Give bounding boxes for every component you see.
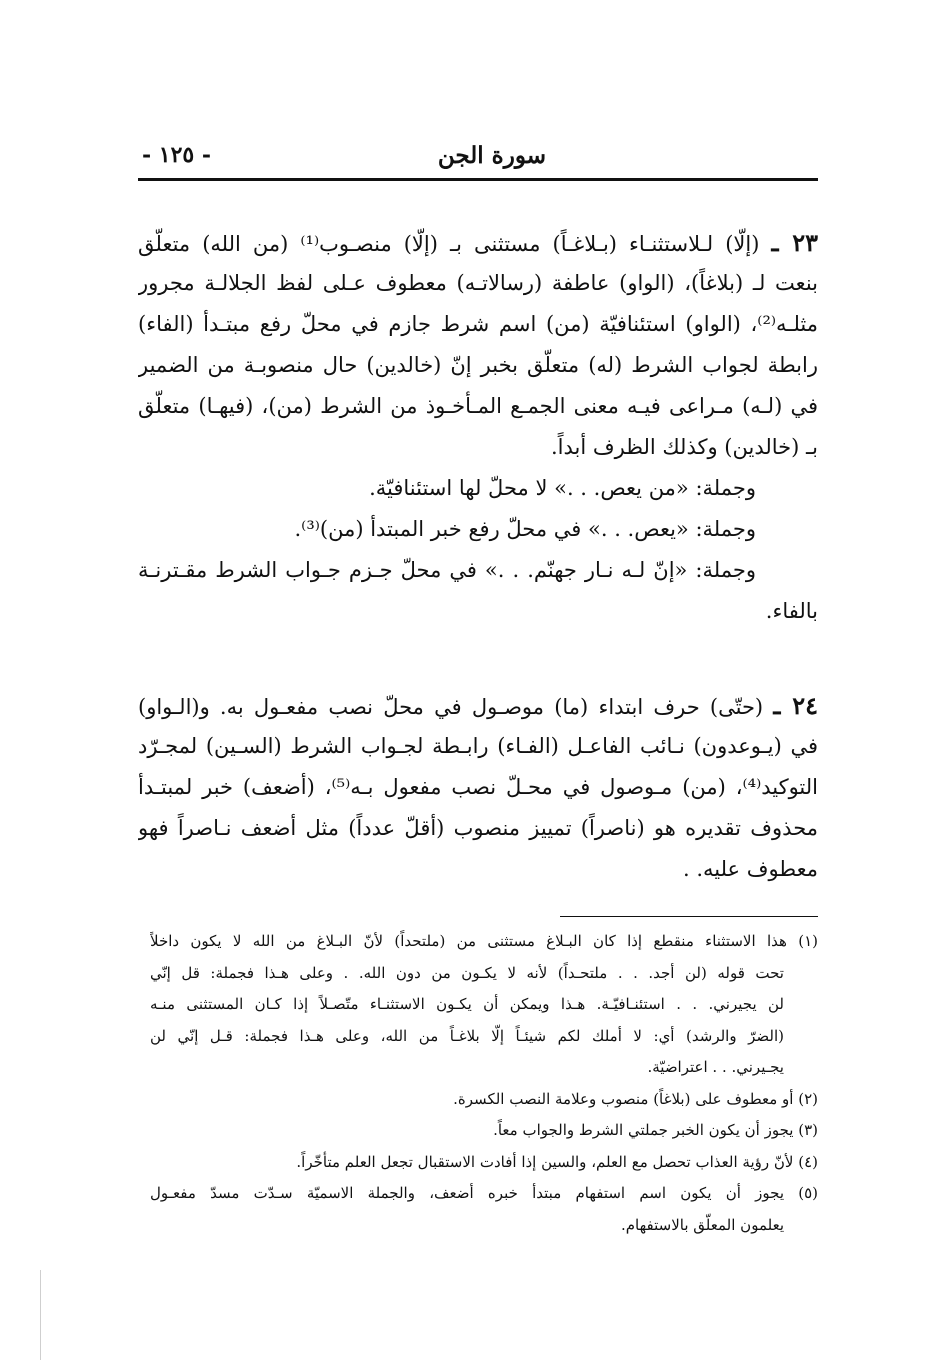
page-header <box>138 142 818 178</box>
header-divider <box>138 178 818 181</box>
paragraph-line: بـ (خالدين) وكذلك الظرف أبداً. <box>550 435 818 459</box>
footnotes <box>150 926 818 1241</box>
sentence-line: وجملة: «إنّ لـه نـار جهنّم. . .» في محلّ جـزم جـواب الشرط مقـترنـة <box>138 558 756 582</box>
sentence-line: بالفاء. <box>765 599 818 623</box>
page-number: - ١٢٥ - <box>142 142 212 168</box>
paragraph-line: ٢٤ ـ (حتّى) حرف ابتداء (ما) موصـول في محلّ نصب مفعـول به. و(الـواو) <box>138 691 818 720</box>
verse-number: ٢٣ ـ <box>771 228 818 257</box>
footnote-divider <box>560 916 818 917</box>
sentence-line: وجملة: «من يعص. . .» لا محلّ لها استئنافيّة. <box>369 476 756 500</box>
footnote-5-line: يعلمون المعلّق بالاستفهام. <box>621 1215 784 1234</box>
paragraph-line: معطوف عليه. . <box>682 857 818 881</box>
scan-edge-mark <box>40 1270 41 1360</box>
verse-number: ٢٤ ـ <box>773 691 818 720</box>
footnote-1-line: لن يجيرني. . . استئنـافيّـة. هـذا ويمكن أن يكـون الاستثنـاء متّصـلاً إذا كـان المستثنى منـه <box>150 995 784 1013</box>
sentence-line: وجملة: «يعص. . .» في محلّ رفع خبر المبتدأ (من)⁽³⁾. <box>294 517 756 541</box>
footnote-1-line: (١) هذا الاستثناء منقطع إذا كان البـلاغ مستثنى من (ملتحداً) لأنّ البـلاغ من الله لا يكون داخلاً <box>150 932 818 950</box>
paragraph-line: ٢٣ ـ (إلّا) لـلاستثنـاء (بـلاغـاً) مستثنى بـ (إلّا) منصـوب⁽¹⁾ (من الله) متعلّق <box>138 228 818 257</box>
footnote-2: (٢) أو معطوف على (بلاغاً) منصوب وعلامة النصب الكسرة. <box>453 1089 818 1108</box>
paragraph-line: بنعت لـ (بلاغاً)، (الواو) عاطفة (رسالاتـه) معطوف عـلى لفظ الجلالـة مجرور <box>138 271 818 295</box>
paragraph-line: رابطة لجواب الشرط (له) متعلّق بخبر إنّ (خالدين) حال منصوبـة من الضمير <box>138 353 818 377</box>
verse-section-23 <box>138 222 818 632</box>
paragraph-line: في (لـه) مـراعى فيـه معنى الجمـع المـأخـوذ من الشرط (من)، (فيهـا) متعلّق <box>138 394 818 418</box>
surah-title: سورة الجن <box>437 142 546 169</box>
paragraph-line: التوكيد⁽⁴⁾، (من) مـوصول في محـلّ نصب مفعول بـه⁽⁵⁾، (أضعف) خبر لمبتـدأ <box>138 775 818 799</box>
paragraph-line: في (يـوعدون) نـائب الفاعـل (الفـاء) رابـطة لجـواب الشرط (السـين) لمجـرّد <box>138 734 818 758</box>
footnote-3: (٣) يجوز أن يكون الخبر جملتي الشرط والجواب معاً. <box>493 1121 818 1139</box>
footnote-1-line: تحت قوله (لن أجد. . . ملتحـداً) لأنه لا يكـون من دون الله. . وعلى هـذا فجملة: قل إنّي <box>150 963 784 982</box>
footnote-1-line: يجـيرني. . . اعتراضيّة. <box>647 1058 784 1076</box>
paragraph-line: محذوف تقديره هو (ناصراً) تمييز منصوب (أقلّ عدداً) مثل أضعف نـاصراً فهو <box>138 816 818 840</box>
footnote-1-line: (الضرّ والرشد) أي: لا أملك لكم شيئـاً إلّا بلاغـاً من الله، وعلى هـذا فجملة: قـل إنّي لن <box>150 1026 784 1045</box>
footnote-5-line: (٥) يجوز أن يكون اسم استفهام مبتدأ خبره أضعف، والجملة الاسميّة سـدّت مسدّ مفعـول <box>150 1184 818 1202</box>
verse-section-24 <box>138 685 818 890</box>
footnote-4: (٤) لأنّ رؤية العذاب تحصل مع العلم، والسين إذا أفادت الاستقبال تجعل العلم متأخّراً. <box>296 1152 818 1171</box>
paragraph-line: مثلـه⁽²⁾، (الواو) استئنافيّة (من) اسم شرط جازم في محلّ رفع مبتـدأ (الفاء) <box>138 312 818 336</box>
